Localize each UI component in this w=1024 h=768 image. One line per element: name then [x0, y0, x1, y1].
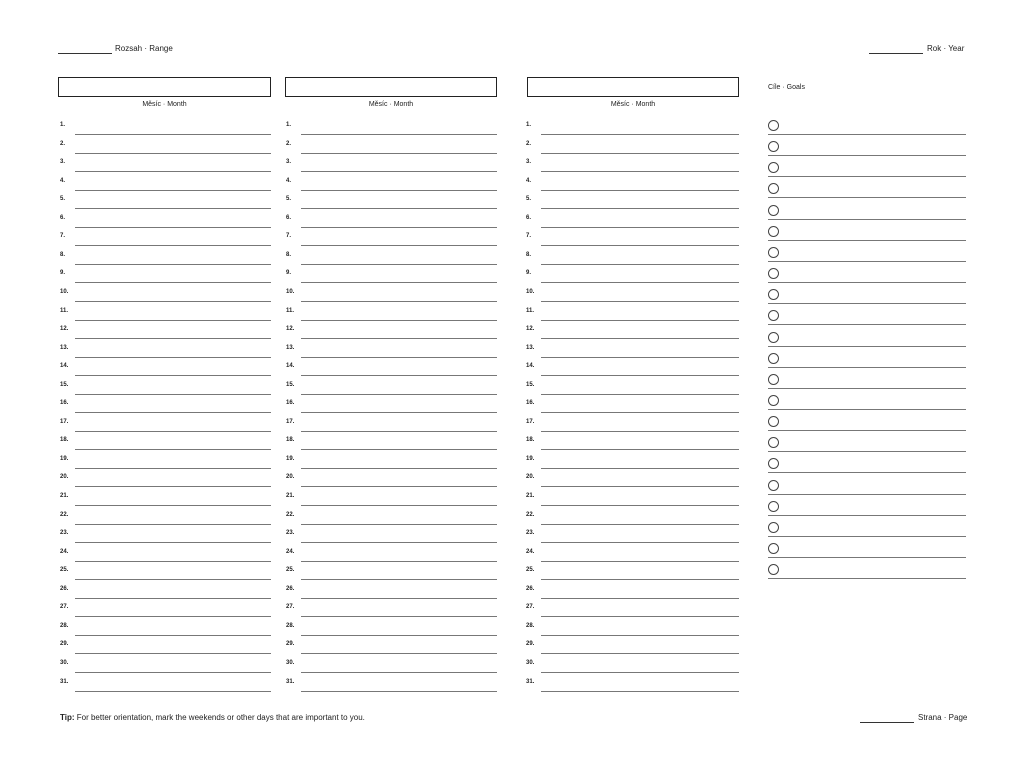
day-entry-line[interactable] [541, 134, 739, 135]
day-number: 2. [286, 140, 292, 147]
day-entry-line[interactable] [301, 264, 497, 265]
goal-checkbox[interactable] [768, 501, 779, 512]
day-number: 14. [60, 363, 69, 370]
day-entry-line[interactable] [301, 338, 497, 339]
goal-checkbox[interactable] [768, 289, 779, 300]
day-number: 23. [60, 530, 69, 537]
day-number: 11. [60, 307, 69, 314]
day-number: 6. [526, 214, 532, 221]
day-entry-line[interactable] [301, 412, 497, 413]
goal-entry-line[interactable] [768, 303, 966, 304]
day-entry-line[interactable] [541, 598, 739, 599]
day-number: 12. [526, 326, 535, 333]
day-entry-line[interactable] [541, 542, 739, 543]
day-entry-line[interactable] [541, 171, 739, 172]
day-number: 17. [526, 418, 535, 425]
day-number: 9. [526, 270, 532, 277]
day-entry-line[interactable] [75, 357, 271, 358]
goal-checkbox[interactable] [768, 183, 779, 194]
day-number: 8. [286, 251, 292, 258]
day-number: 6. [286, 214, 292, 221]
day-entry-line[interactable] [301, 282, 497, 283]
day-entry-line[interactable] [75, 524, 271, 525]
day-entry-line[interactable] [75, 320, 271, 321]
day-number: 28. [60, 622, 69, 629]
day-number: 23. [286, 530, 295, 537]
day-number: 10. [526, 288, 535, 295]
goal-checkbox[interactable] [768, 458, 779, 469]
day-entry-line[interactable] [301, 468, 497, 469]
day-entry-line[interactable] [75, 412, 271, 413]
day-number: 14. [286, 363, 295, 370]
day-entry-line[interactable] [301, 227, 497, 228]
day-number: 1. [286, 122, 292, 128]
goal-entry-line[interactable] [768, 176, 966, 177]
day-entry-line[interactable] [541, 190, 739, 191]
day-number: 9. [286, 270, 292, 277]
day-entry-line[interactable] [75, 542, 271, 543]
month-name-box[interactable] [527, 77, 739, 97]
day-entry-line[interactable] [75, 227, 271, 228]
day-entry-line[interactable] [301, 245, 497, 246]
day-number: 2. [60, 140, 66, 147]
day-entry-line[interactable] [75, 171, 271, 172]
day-entry-line[interactable] [301, 598, 497, 599]
day-number: 28. [286, 622, 295, 629]
day-number: 19. [60, 455, 69, 462]
day-entry-line[interactable] [75, 653, 271, 654]
goal-entry-line[interactable] [768, 134, 966, 135]
day-number: 23. [526, 530, 535, 537]
day-number: 12. [60, 326, 69, 333]
day-number: 17. [286, 418, 295, 425]
day-number: 19. [526, 455, 535, 462]
goal-entry-line[interactable] [768, 346, 966, 347]
day-number: 6. [60, 214, 66, 221]
day-number: 7. [526, 233, 532, 240]
day-number: 29. [60, 641, 69, 648]
day-number: 15. [286, 381, 295, 388]
day-number: 4. [60, 177, 66, 184]
day-entry-line[interactable] [301, 561, 497, 562]
goal-checkbox[interactable] [768, 564, 779, 575]
day-entry-line[interactable] [541, 431, 739, 432]
goal-entry-line[interactable] [768, 515, 966, 516]
day-entry-line[interactable] [541, 282, 739, 283]
day-entry-line[interactable] [301, 375, 497, 376]
day-entry-line[interactable] [75, 672, 271, 673]
goals-title: Cíle · Goals [768, 84, 805, 91]
day-number: 22. [286, 511, 295, 518]
day-entry-line[interactable] [301, 449, 497, 450]
day-number: 25. [286, 567, 295, 574]
day-number: 9. [60, 270, 66, 277]
day-entry-line[interactable] [75, 691, 271, 692]
goal-checkbox[interactable] [768, 437, 779, 448]
day-number: 19. [286, 455, 295, 462]
day-entry-line[interactable] [75, 394, 271, 395]
day-number: 25. [526, 567, 535, 574]
day-entry-line[interactable] [301, 691, 497, 692]
goal-checkbox[interactable] [768, 268, 779, 279]
goal-entry-line[interactable] [768, 282, 966, 283]
day-number: 15. [60, 381, 69, 388]
goal-entry-line[interactable] [768, 388, 966, 389]
day-entry-line[interactable] [75, 338, 271, 339]
day-number: 5. [526, 196, 532, 203]
day-number: 27. [526, 604, 535, 611]
day-number: 8. [526, 251, 532, 258]
day-number: 26. [60, 585, 69, 592]
goal-entry-line[interactable] [768, 240, 966, 241]
day-entry-line[interactable] [301, 208, 497, 209]
day-number: 3. [526, 159, 532, 166]
month-caption: Měsíc · Month [610, 101, 656, 108]
day-entry-line[interactable] [541, 691, 739, 692]
day-number: 18. [526, 437, 535, 444]
day-number: 20. [60, 474, 69, 481]
day-number: 16. [286, 400, 295, 407]
goal-checkbox[interactable] [768, 332, 779, 343]
day-entry-line[interactable] [541, 394, 739, 395]
goal-checkbox[interactable] [768, 480, 779, 491]
day-entry-line[interactable] [541, 616, 739, 617]
day-number: 12. [286, 326, 295, 333]
day-number: 21. [60, 493, 69, 499]
goal-checkbox[interactable] [768, 310, 779, 321]
day-number: 29. [286, 641, 295, 648]
goal-entry-line[interactable] [768, 430, 966, 431]
day-number: 10. [286, 288, 295, 295]
day-number: 21. [286, 493, 295, 499]
goal-entry-line[interactable] [768, 324, 966, 325]
day-entry-line[interactable] [541, 245, 739, 246]
goal-checkbox[interactable] [768, 247, 779, 258]
day-number: 14. [526, 363, 535, 370]
day-entry-line[interactable] [301, 394, 497, 395]
day-number: 27. [286, 604, 295, 611]
day-entry-line[interactable] [301, 579, 497, 580]
tip-body: For better orientation, mark the weekends or other days that are important to you. [76, 713, 365, 722]
day-number: 13. [60, 344, 69, 351]
day-entry-line[interactable] [75, 449, 271, 450]
goal-checkbox[interactable] [768, 353, 779, 364]
day-entry-line[interactable] [541, 412, 739, 413]
goal-entry-line[interactable] [768, 536, 966, 537]
day-number: 27. [60, 604, 69, 611]
day-number: 5. [60, 196, 66, 203]
day-number: 18. [286, 437, 295, 444]
day-number: 11. [526, 307, 535, 314]
day-number: 20. [286, 474, 295, 481]
page-label: Strana · Page [918, 713, 968, 722]
day-number: 13. [286, 344, 295, 351]
day-entry-line[interactable] [301, 505, 497, 506]
day-number: 22. [60, 511, 69, 518]
day-entry-line[interactable] [75, 431, 271, 432]
day-entry-line[interactable] [75, 134, 271, 135]
goal-checkbox[interactable] [768, 141, 779, 152]
day-entry-line[interactable] [301, 301, 497, 302]
day-entry-line[interactable] [541, 524, 739, 525]
day-number: 30. [60, 659, 69, 666]
day-entry-line[interactable] [541, 264, 739, 265]
day-entry-line[interactable] [541, 227, 739, 228]
day-entry-line[interactable] [301, 320, 497, 321]
month-name-box[interactable] [58, 77, 271, 97]
day-entry-line[interactable] [541, 579, 739, 580]
day-number: 1. [526, 122, 532, 128]
day-entry-line[interactable] [75, 486, 271, 487]
month-name-box[interactable] [285, 77, 497, 97]
goal-checkbox[interactable] [768, 226, 779, 237]
goal-entry-line[interactable] [768, 472, 966, 473]
day-entry-line[interactable] [301, 153, 497, 154]
day-entry-line[interactable] [541, 653, 739, 654]
day-number: 13. [526, 344, 535, 351]
day-entry-line[interactable] [541, 486, 739, 487]
day-entry-line[interactable] [541, 468, 739, 469]
day-number: 11. [286, 307, 295, 314]
day-entry-line[interactable] [75, 616, 271, 617]
day-number: 4. [286, 177, 292, 184]
day-entry-line[interactable] [541, 375, 739, 376]
day-entry-line[interactable] [75, 264, 271, 265]
day-number: 21. [526, 493, 535, 499]
day-number: 30. [286, 659, 295, 666]
day-entry-line[interactable] [301, 524, 497, 525]
day-number: 26. [526, 585, 535, 592]
day-entry-line[interactable] [541, 449, 739, 450]
day-number: 31. [60, 678, 69, 685]
day-number: 18. [60, 437, 69, 444]
day-number: 31. [286, 678, 295, 685]
day-entry-line[interactable] [301, 616, 497, 617]
day-number: 17. [60, 418, 69, 425]
day-entry-line[interactable] [541, 672, 739, 673]
day-entry-line[interactable] [541, 635, 739, 636]
day-entry-line[interactable] [75, 598, 271, 599]
day-number: 7. [60, 233, 66, 240]
day-entry-line[interactable] [301, 672, 497, 673]
goal-entry-line[interactable] [768, 557, 966, 558]
tip-text [60, 713, 365, 722]
day-number: 24. [526, 548, 535, 555]
day-number: 10. [60, 288, 69, 295]
day-number: 3. [60, 159, 66, 166]
day-entry-line[interactable] [301, 171, 497, 172]
goal-checkbox[interactable] [768, 543, 779, 554]
day-number: 5. [286, 196, 292, 203]
range-blank-line[interactable] [58, 53, 112, 54]
day-entry-line[interactable] [75, 635, 271, 636]
day-number: 8. [60, 251, 66, 258]
day-number: 28. [526, 622, 535, 629]
day-entry-line[interactable] [75, 505, 271, 506]
day-entry-line[interactable] [75, 245, 271, 246]
month-caption: Měsíc · Month [142, 101, 187, 108]
day-number: 2. [526, 140, 532, 147]
day-number: 24. [286, 548, 295, 555]
day-number: 3. [286, 159, 292, 166]
day-number: 16. [60, 400, 69, 407]
day-entry-line[interactable] [75, 301, 271, 302]
day-entry-line[interactable] [301, 542, 497, 543]
day-entry-line[interactable] [301, 190, 497, 191]
goal-checkbox[interactable] [768, 205, 779, 216]
year-label: Rok · Year [927, 44, 965, 53]
day-entry-line[interactable] [541, 561, 739, 562]
goal-entry-line[interactable] [768, 155, 966, 156]
day-entry-line[interactable] [541, 153, 739, 154]
goal-entry-line[interactable] [768, 261, 966, 262]
day-entry-line[interactable] [301, 486, 497, 487]
day-number: 26. [286, 585, 295, 592]
day-entry-line[interactable] [541, 338, 739, 339]
goal-entry-line[interactable] [768, 367, 966, 368]
goal-entry-line[interactable] [768, 451, 966, 452]
day-entry-line[interactable] [75, 282, 271, 283]
day-number: 15. [526, 381, 535, 388]
day-number: 16. [526, 400, 535, 407]
day-number: 4. [526, 177, 532, 184]
day-entry-line[interactable] [541, 208, 739, 209]
goal-entry-line[interactable] [768, 409, 966, 410]
goal-entry-line[interactable] [768, 219, 966, 220]
goal-entry-line[interactable] [768, 197, 966, 198]
day-number: 20. [526, 474, 535, 481]
month-caption: Měsíc · Month [368, 101, 414, 108]
day-number: 30. [526, 659, 535, 666]
day-number: 7. [286, 233, 292, 240]
day-number: 31. [526, 678, 535, 685]
day-entry-line[interactable] [301, 653, 497, 654]
day-entry-line[interactable] [75, 190, 271, 191]
day-entry-line[interactable] [301, 134, 497, 135]
goal-checkbox[interactable] [768, 374, 779, 385]
day-entry-line[interactable] [75, 561, 271, 562]
day-entry-line[interactable] [541, 357, 739, 358]
day-number: 1. [60, 122, 66, 128]
goal-checkbox[interactable] [768, 416, 779, 427]
day-entry-line[interactable] [301, 431, 497, 432]
page-blank-line[interactable] [860, 722, 914, 723]
day-entry-line[interactable] [301, 357, 497, 358]
goal-entry-line[interactable] [768, 494, 966, 495]
goal-checkbox[interactable] [768, 395, 779, 406]
day-entry-line[interactable] [541, 505, 739, 506]
goal-checkbox[interactable] [768, 162, 779, 173]
day-entry-line[interactable] [541, 301, 739, 302]
day-number: 22. [526, 511, 535, 518]
day-number: 29. [526, 641, 535, 648]
day-number: 25. [60, 567, 69, 574]
day-entry-line[interactable] [75, 375, 271, 376]
day-entry-line[interactable] [541, 320, 739, 321]
year-blank-line[interactable] [869, 53, 923, 54]
day-entry-line[interactable] [75, 468, 271, 469]
day-entry-line[interactable] [301, 635, 497, 636]
day-number: 24. [60, 548, 69, 555]
day-entry-line[interactable] [75, 579, 271, 580]
tip-label: Tip: [60, 713, 75, 722]
range-label: Rozsah · Range [115, 44, 173, 53]
day-entry-line[interactable] [75, 208, 271, 209]
goal-checkbox[interactable] [768, 522, 779, 533]
goal-entry-line[interactable] [768, 578, 966, 579]
goal-checkbox[interactable] [768, 120, 779, 131]
day-entry-line[interactable] [75, 153, 271, 154]
